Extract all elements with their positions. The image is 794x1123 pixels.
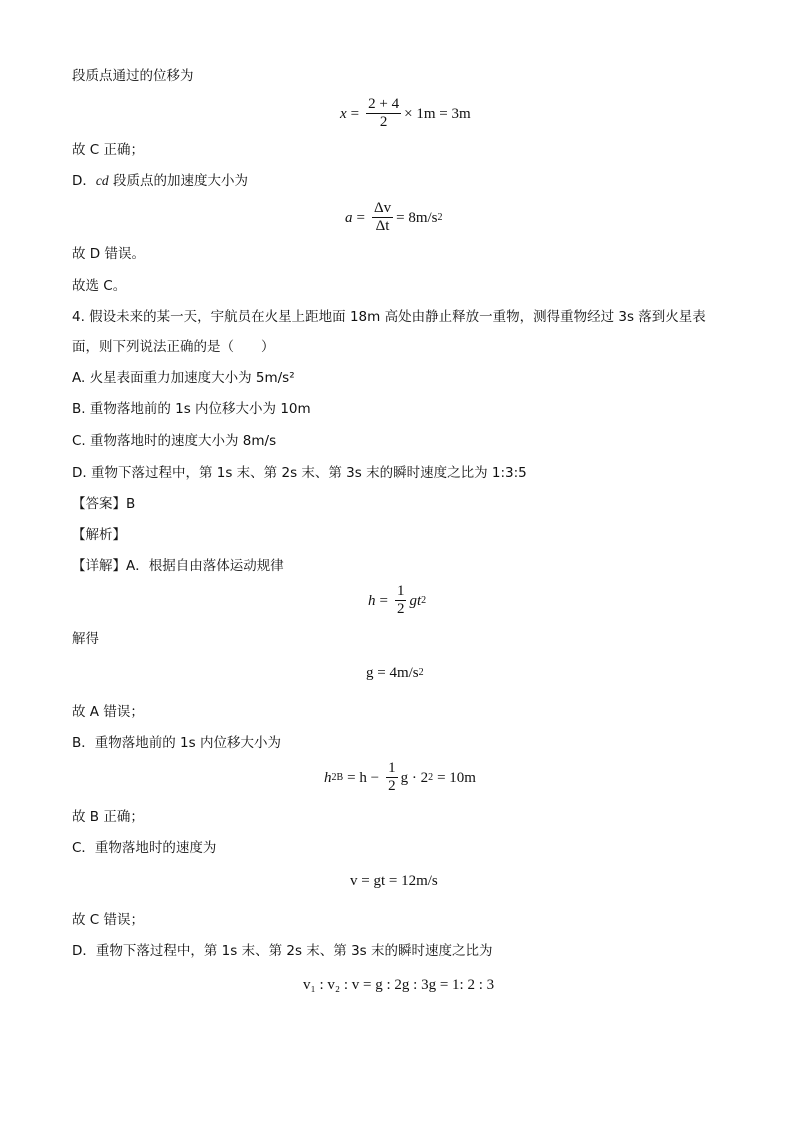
fraction [366,96,401,131]
question-text: 4. 假设未来的某一天，宇航员在火星上距地面 18m 高处由静止释放一重物，测得重物经过 3s 落到火星表 [72,309,706,325]
text-line: 故 C 正确； [72,142,145,158]
fraction-numerator: 1 [388,760,396,776]
fraction [386,760,398,795]
eq-rest: × 1m = 3m [404,105,471,122]
line-rest: 段质点的加速度大小为 [108,173,248,189]
analysis-label: 【解析】 [72,527,126,543]
eq-rest: = 8m/s [396,209,438,226]
text-line: D．重物下落过程中，第 1s 末、第 2s 末、第 3s 末的瞬时速度之比为 [72,943,493,959]
eq-exponent: 2 [437,211,443,223]
text-line: B．重物落地前的 1s 内位移大小为 [72,735,281,751]
text-line: 解得 [72,631,99,647]
text-line: 段质点通过的位移为 [72,68,194,84]
fraction-denominator: Δt [375,218,390,234]
fraction-numerator: 2 + 4 [368,96,400,112]
segment-label: cd [95,173,109,188]
eq-var: x [340,105,347,122]
equation-free-fall: h = $\frac{1}{2}$ gt 2 [368,583,427,617]
text-line: 故选 C。 [72,278,127,294]
text-line: 故 B 正确； [72,809,144,825]
fraction [395,583,407,618]
eq-rest: = 10m [437,769,476,786]
option-a: A. 火星表面重力加速度大小为 5m/s² [72,370,295,386]
equation-last-second [324,760,480,795]
eq-text: v₁ : v₂ : v = g : 2g : 3g = 1: 2 : 3 [303,977,495,993]
answer-label: 【答案】B [72,496,136,512]
eq-rest: g · 2 [400,769,429,786]
fraction-numerator: 1 [396,583,405,599]
fraction-denominator: 2 [388,778,396,794]
option-d: D. 重物下落过程中，第 1s 末、第 2s 末、第 3s 末的瞬时速度之比为 1:3:5 [72,465,527,481]
eq-var: h [324,769,332,786]
text-line: 故 C 错误； [72,912,145,928]
equation-acceleration: a = $\frac{\Delta v}{\Delta t}$ = 8m/s 2 [345,200,443,234]
eq-exponent: 2 [418,667,424,678]
equation-gravity [366,664,424,682]
text-line: 故 D 错误。 [72,246,145,262]
eq-exponent: 2 [428,771,434,783]
text-line: C．重物落地时的速度为 [72,840,217,856]
option-b: B. 重物落地前的 1s 内位移大小为 10m [72,401,311,417]
eq-mid: = h − [347,769,380,786]
equation-velocity [350,872,438,890]
equation-displacement: x = $\frac{2 + 4}{2}$ × 1m = 3m [340,96,471,130]
eq-subscript: 2B [331,771,344,783]
eq-var: a [345,209,353,226]
question-text: 面，则下列说法正确的是（ ） [72,339,275,355]
fraction-denominator: 2 [379,114,388,130]
fraction-numerator: Δv [373,200,392,216]
text-line: 故 A 错误； [72,704,144,720]
fraction [372,200,393,235]
eq-exponent: 2 [421,594,427,606]
eq-rest: gt [409,592,422,609]
eq-var: h [368,592,376,609]
line-prefix: D． [72,173,96,189]
eq-text: v = gt = 12m/s [350,873,438,889]
equation-ratio [303,976,494,994]
text-line [72,172,248,190]
option-c: C. 重物落地时的速度大小为 8m/s [72,433,277,449]
fraction-denominator: 2 [396,601,405,617]
eq-text: g = 4m/s [366,665,419,681]
detail-text: 【详解】A．根据自由落体运动规律 [72,558,284,574]
